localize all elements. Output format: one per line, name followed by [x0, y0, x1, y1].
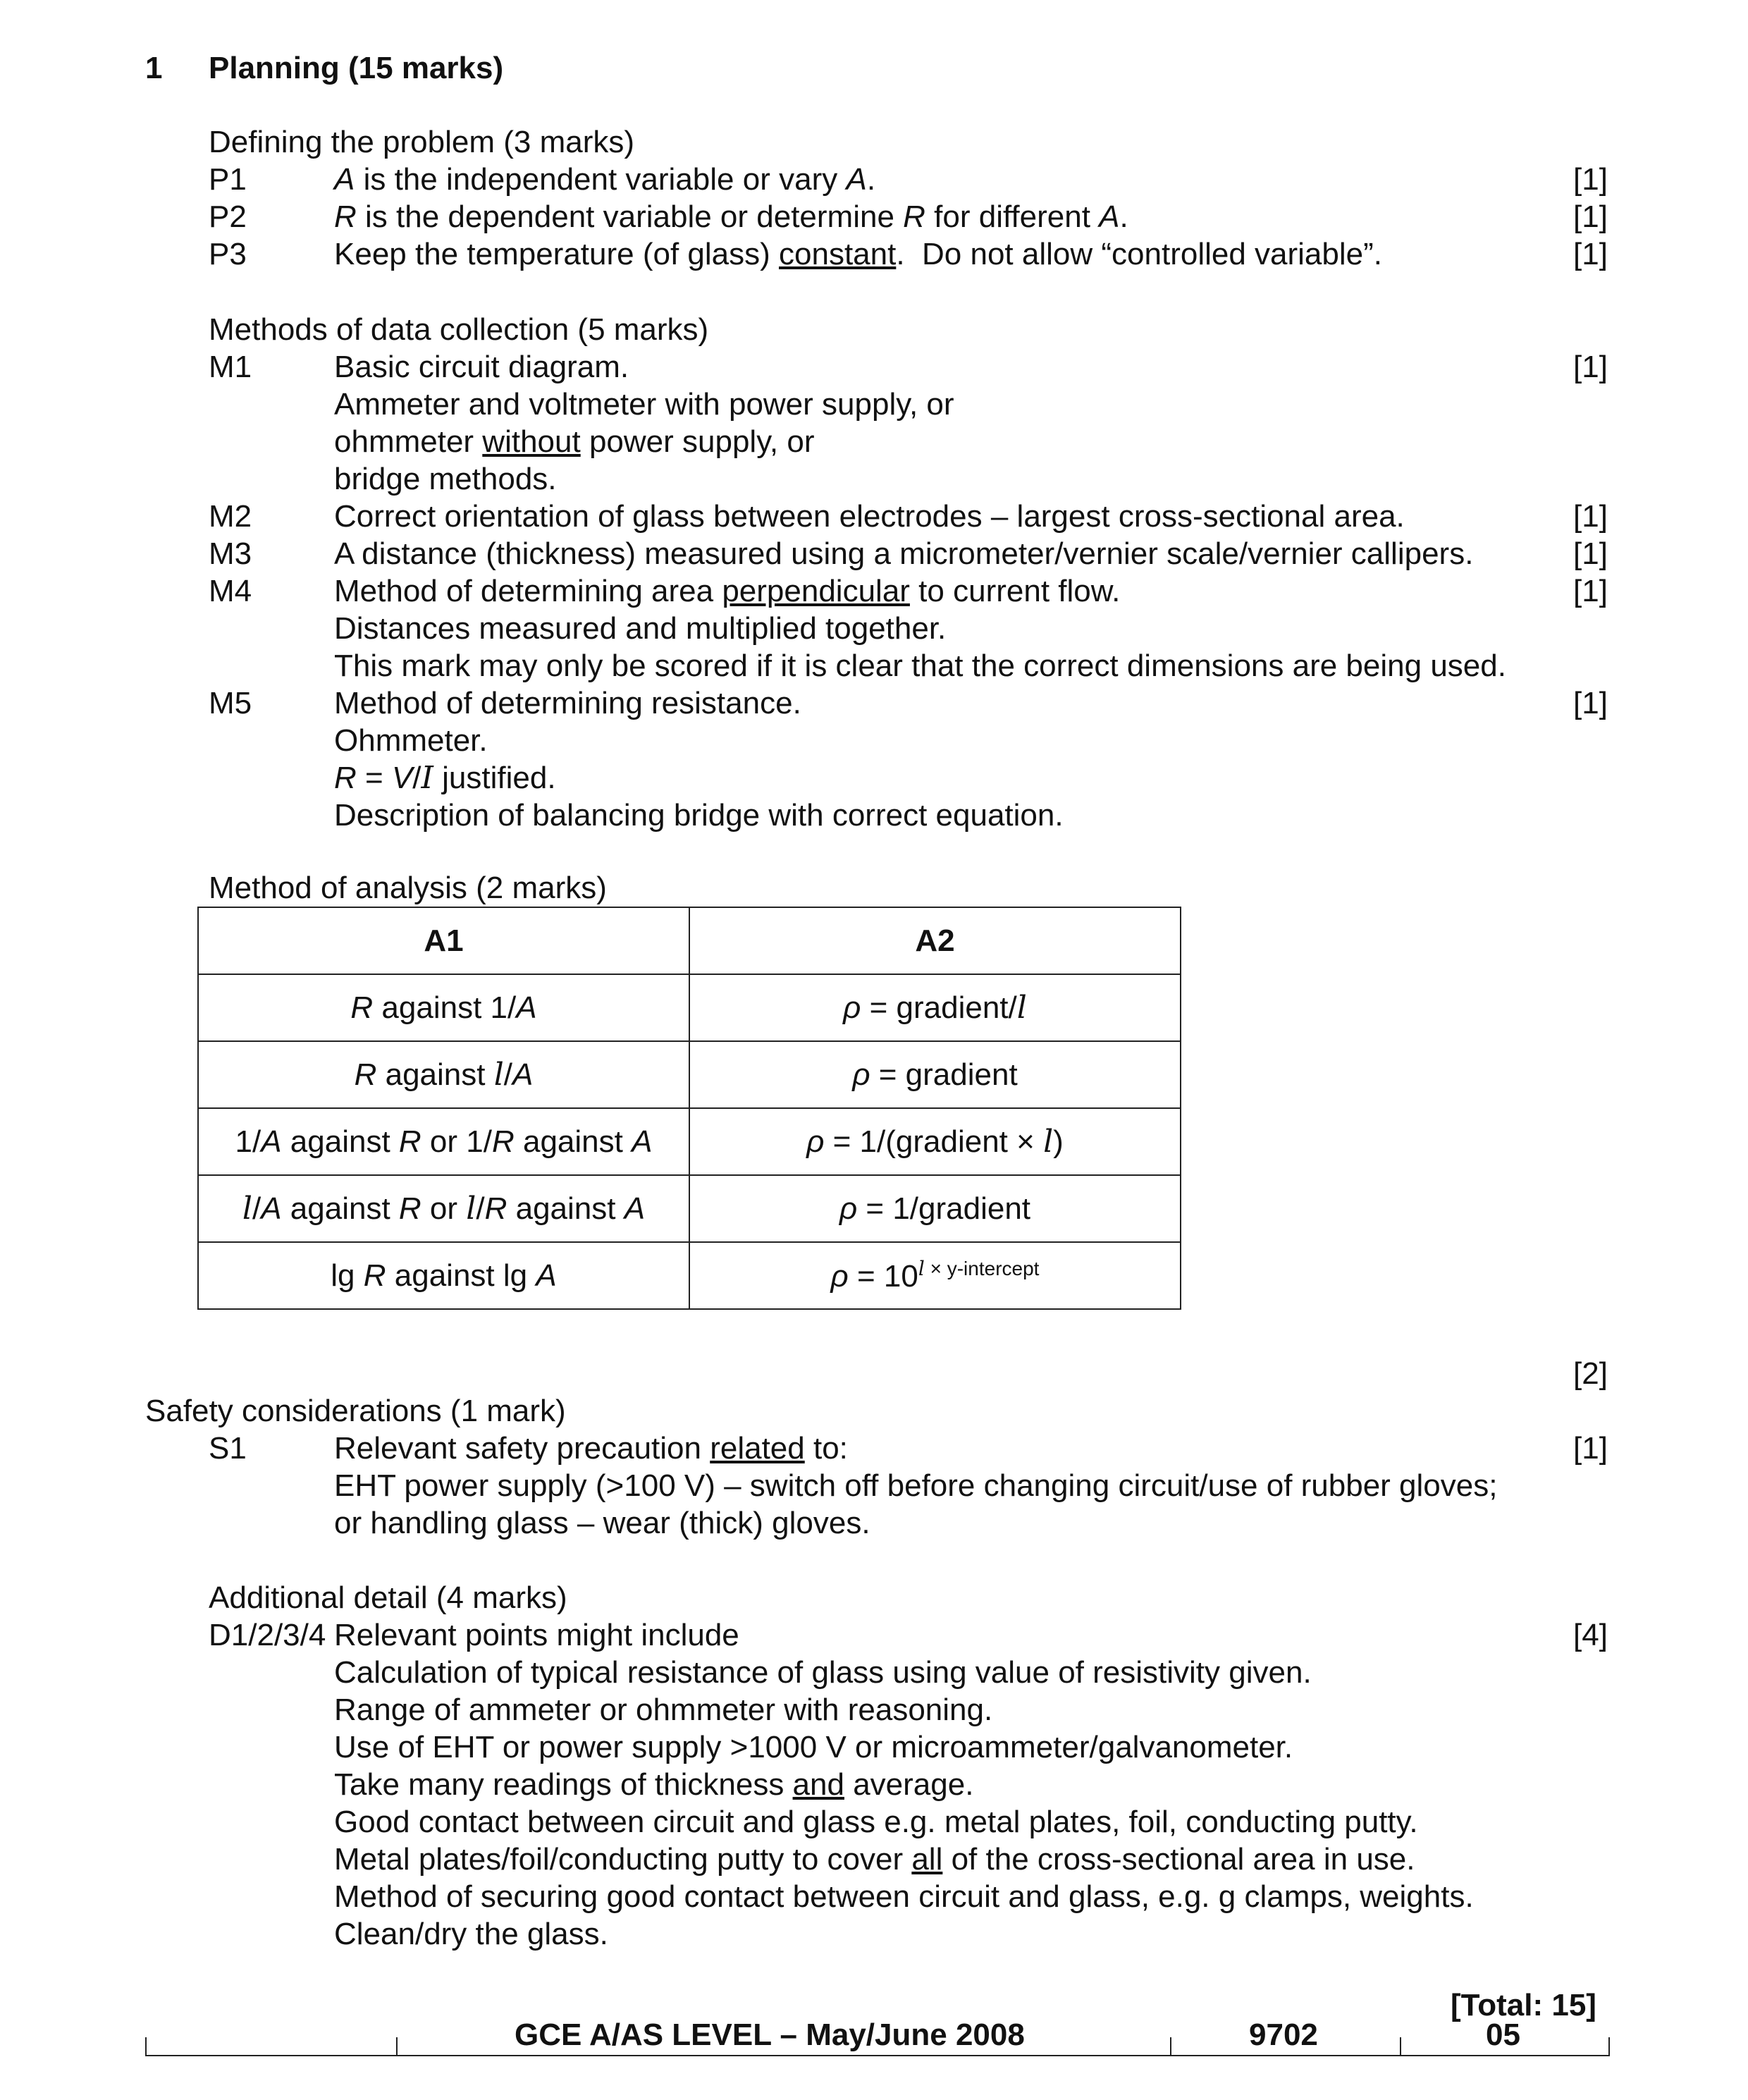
m3-code: M3 — [209, 536, 252, 571]
m5-line-1: Method of determining resistance. — [334, 686, 801, 720]
analysis-mark: [2] — [1573, 1356, 1608, 1391]
detail-line-5: Good contact between circuit and glass e.g. metal plates, foil, conducting putty. — [334, 1805, 1418, 1839]
m2-mark: [1] — [1573, 499, 1608, 534]
s1-code: S1 — [209, 1431, 247, 1466]
methods-heading: Methods of data collection (5 marks) — [209, 312, 709, 347]
col-a2-header: A2 — [689, 907, 1181, 974]
m1-line-2: Ammeter and voltmeter with power supply, or — [334, 387, 954, 422]
defining-heading: Defining the problem (3 marks) — [209, 125, 635, 159]
detail-line-0: Relevant points might include — [334, 1618, 739, 1652]
question-title: Planning (15 marks) — [209, 51, 504, 85]
footer-rule — [145, 2055, 1610, 2056]
m2-code: M2 — [209, 499, 252, 534]
detail-line-3: Use of EHT or power supply >1000 V or microammeter/galvanometer. — [334, 1730, 1293, 1764]
detail-mark: [4] — [1573, 1618, 1608, 1652]
m4-code: M4 — [209, 574, 252, 608]
m5-line-3: R = V/I justified. — [334, 760, 556, 796]
footer-divider — [1400, 2037, 1401, 2056]
p3-text: Keep the temperature (of glass) constant. Do not allow “controlled variable”. — [334, 237, 1382, 271]
table-cell: ρ = 1/gradient — [689, 1175, 1181, 1242]
table-cell: $\rho = 10^{l \times y-intercept}$ — [689, 1242, 1181, 1309]
m5-code: M5 — [209, 686, 252, 720]
table-row — [198, 1242, 1181, 1309]
m4-line-2: Distances measured and multiplied together. — [334, 611, 947, 646]
detail-line-4: Take many readings of thickness and average. — [334, 1767, 974, 1802]
p2-mark: [1] — [1573, 199, 1608, 234]
table-cell: ρ = gradient/l — [689, 974, 1181, 1041]
m1-line-4: bridge methods. — [334, 462, 557, 496]
s1-line-1: Relevant safety precaution related to: — [334, 1431, 848, 1466]
table-cell: ρ = gradient — [689, 1041, 1181, 1108]
table-cell: R against 1/A — [198, 974, 689, 1041]
footer-divider — [396, 2037, 398, 2056]
table-cell: l/A against R or l/R against A — [198, 1175, 689, 1242]
p2-text: R is the dependent variable or determine R for different A. — [334, 199, 1128, 234]
detail-heading: Additional detail (4 marks) — [209, 1580, 567, 1615]
detail-code: D1/2/3/4 — [209, 1618, 326, 1652]
detail-line-7: Method of securing good contact between circuit and glass, e.g. g clamps, weights. — [334, 1879, 1474, 1914]
table-cell: ρ = 1/(gradient × l) — [689, 1108, 1181, 1175]
m3-text: A distance (thickness) measured using a micrometer/vernier scale/vernier callipers. — [334, 536, 1474, 571]
m1-code: M1 — [209, 350, 252, 384]
table-row — [198, 1041, 1181, 1108]
m1-line-1: Basic circuit diagram. — [334, 350, 629, 384]
table-cell: R against l/A — [198, 1041, 689, 1108]
m4-mark: [1] — [1573, 574, 1608, 608]
p1-text: A is the independent variable or vary A. — [334, 162, 876, 197]
footer-divider — [1170, 2037, 1171, 2056]
m5-mark: [1] — [1573, 686, 1608, 720]
col-a1-header: A1 — [198, 907, 689, 974]
m4-line-3: This mark may only be scored if it is clear that the correct dimensions are being used. — [334, 649, 1506, 683]
footer-divider — [145, 2037, 147, 2056]
s1-line-2: EHT power supply (>100 V) – switch off before changing circuit/use of rubber gloves; — [334, 1468, 1498, 1503]
footer-syllabus: 9702 — [1249, 2018, 1318, 2052]
analysis-table — [197, 907, 1181, 1310]
m5-line-4: Description of balancing bridge with correct equation. — [334, 798, 1064, 833]
footer-paper: 05 — [1486, 2018, 1520, 2052]
detail-line-8: Clean/dry the glass. — [334, 1917, 608, 1951]
m5-line-2: Ohmmeter. — [334, 723, 488, 758]
detail-line-1: Calculation of typical resistance of glass using value of resistivity given. — [334, 1655, 1312, 1690]
m1-mark: [1] — [1573, 350, 1608, 384]
safety-heading: Safety considerations (1 mark) — [145, 1394, 566, 1428]
detail-line-6: Metal plates/foil/conducting putty to cover all of the cross-sectional area in use. — [334, 1842, 1415, 1877]
m3-mark: [1] — [1573, 536, 1608, 571]
p2-code: P2 — [209, 199, 247, 234]
detail-line-2: Range of ammeter or ohmmeter with reasoning. — [334, 1693, 993, 1727]
s1-line-3: or handling glass – wear (thick) gloves. — [334, 1506, 870, 1540]
p1-code: P1 — [209, 162, 247, 197]
m4-line-1: Method of determining area perpendicular to current flow. — [334, 574, 1121, 608]
p3-code: P3 — [209, 237, 247, 271]
p3-mark: [1] — [1573, 237, 1608, 271]
table-cell: lg R against lg A — [198, 1242, 689, 1309]
m1-line-3: ohmmeter without power supply, or — [334, 424, 815, 459]
footer-exam: GCE A/AS LEVEL – May/June 2008 — [515, 2018, 1025, 2052]
table-row — [198, 1175, 1181, 1242]
table-row — [198, 1108, 1181, 1175]
analysis-heading: Method of analysis (2 marks) — [209, 871, 607, 905]
table-header-row — [198, 907, 1181, 974]
table-row — [198, 974, 1181, 1041]
m2-text: Correct orientation of glass between electrodes – largest cross-sectional area. — [334, 499, 1405, 534]
footer-divider — [1608, 2037, 1610, 2056]
total-marks: [Total: 15] — [1451, 1988, 1596, 2022]
table-cell: 1/A against R or 1/R against A — [198, 1108, 689, 1175]
p1-mark: [1] — [1573, 162, 1608, 197]
question-number: 1 — [145, 51, 163, 85]
s1-mark: [1] — [1573, 1431, 1608, 1466]
